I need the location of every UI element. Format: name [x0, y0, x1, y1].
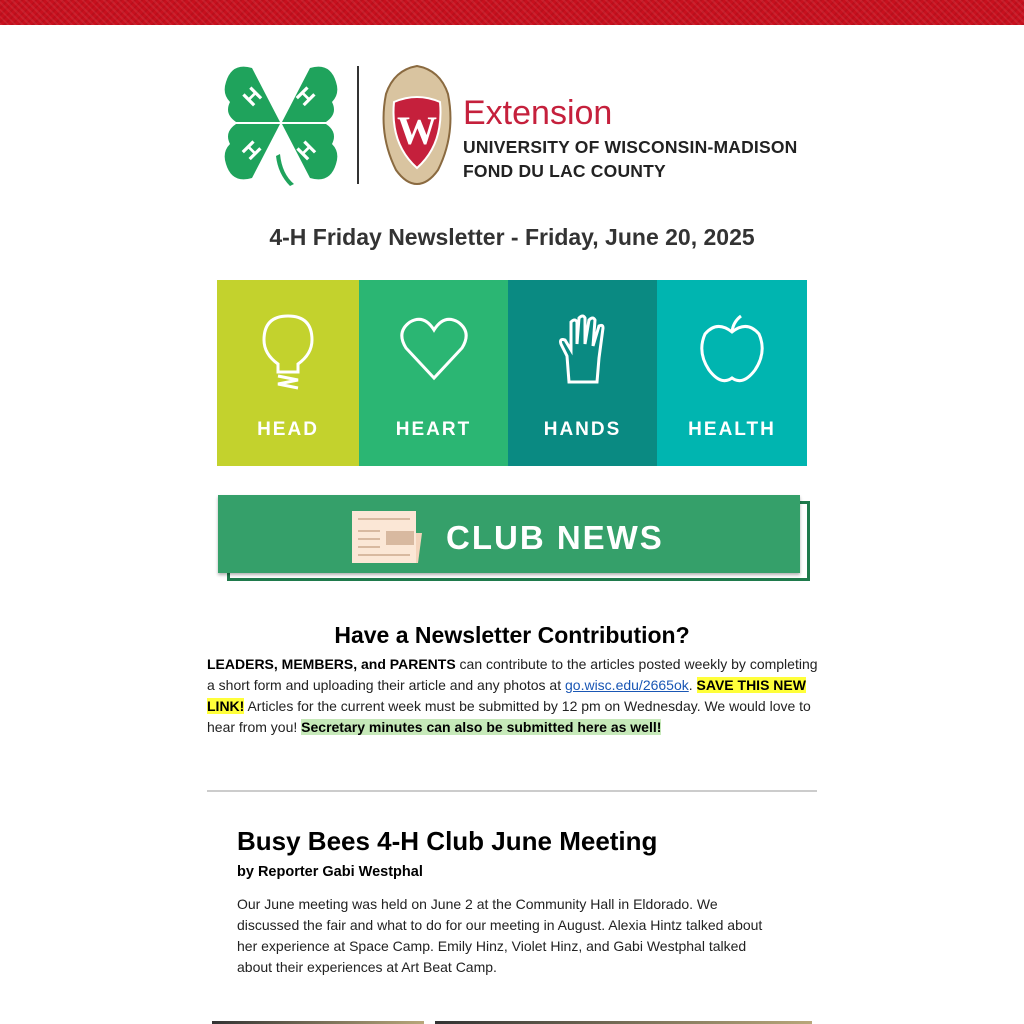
svg-text:H: H	[237, 135, 267, 165]
lightbulb-icon	[258, 312, 318, 392]
article-body: Our June meeting was held on June 2 at the Community Hall in Eldorado. We discussed the fair and what to do for our meeting in August. Alexia Hintz talked about her experience at Space Camp. Emily Hinz, Violet Hinz, and Gabi Westphal talked about their experiences at Art Beat Camp.	[237, 896, 763, 975]
svg-text:H: H	[237, 81, 267, 111]
club-news-label: CLUB NEWS	[446, 519, 664, 556]
newsletter-title: 4-H Friday Newsletter - Friday, June 20, 2025	[269, 224, 755, 250]
university-name: UNIVERSITY OF WISCONSIN-MADISON	[463, 137, 798, 157]
pillar-label: HEALTH	[688, 419, 776, 440]
top-banner-stripe	[0, 0, 1024, 25]
hand-icon	[557, 312, 609, 386]
pillar-label: HANDS	[543, 419, 622, 440]
4h-clover-icon	[222, 64, 342, 186]
pillar-label: HEAD	[257, 419, 319, 440]
pillar-health	[657, 280, 807, 466]
section-divider	[207, 790, 817, 792]
four-h-pillars-banner	[217, 280, 807, 466]
heart-icon	[398, 312, 470, 384]
logo-divider	[357, 66, 359, 184]
uw-crest-icon	[378, 64, 456, 186]
contribution-text: Articles for the current week must be submitted by 12 pm on Wednesday. We would love to hear from you!	[207, 698, 811, 735]
pillar-hands	[508, 280, 657, 466]
article-byline: by Reporter Gabi Westphal	[237, 864, 423, 880]
svg-text:W: W	[397, 108, 437, 153]
contribution-paragraph	[207, 654, 819, 738]
pillar-heart	[359, 280, 508, 466]
newspaper-icon	[352, 511, 422, 563]
audience-text: LEADERS, MEMBERS, and PARENTS	[207, 656, 456, 672]
contribution-heading: Have a Newsletter Contribution?	[334, 622, 690, 648]
contribution-text: .	[688, 677, 697, 693]
extension-wordmark: Extension	[463, 94, 613, 132]
pillar-head	[217, 280, 359, 466]
county-name: FOND DU LAC COUNTY	[463, 161, 666, 181]
svg-text:H: H	[291, 135, 321, 165]
contribution-text: can contribute to the articles posted weekly by completing a short form and uploading their article and any photos at	[207, 656, 818, 693]
secretary-minutes-highlight: Secretary minutes can also be submitted here as well!	[301, 719, 662, 735]
svg-text:H: H	[291, 81, 321, 111]
article-title: Busy Bees 4-H Club June Meeting	[237, 826, 658, 856]
submission-link[interactable]: go.wisc.edu/2665ok	[565, 677, 689, 693]
pillar-label: HEART	[395, 419, 472, 440]
apple-icon	[697, 312, 767, 386]
save-link-highlight: SAVE THIS NEW LINK!	[207, 677, 806, 714]
club-news-banner	[218, 495, 810, 583]
university-county-text	[463, 135, 798, 183]
